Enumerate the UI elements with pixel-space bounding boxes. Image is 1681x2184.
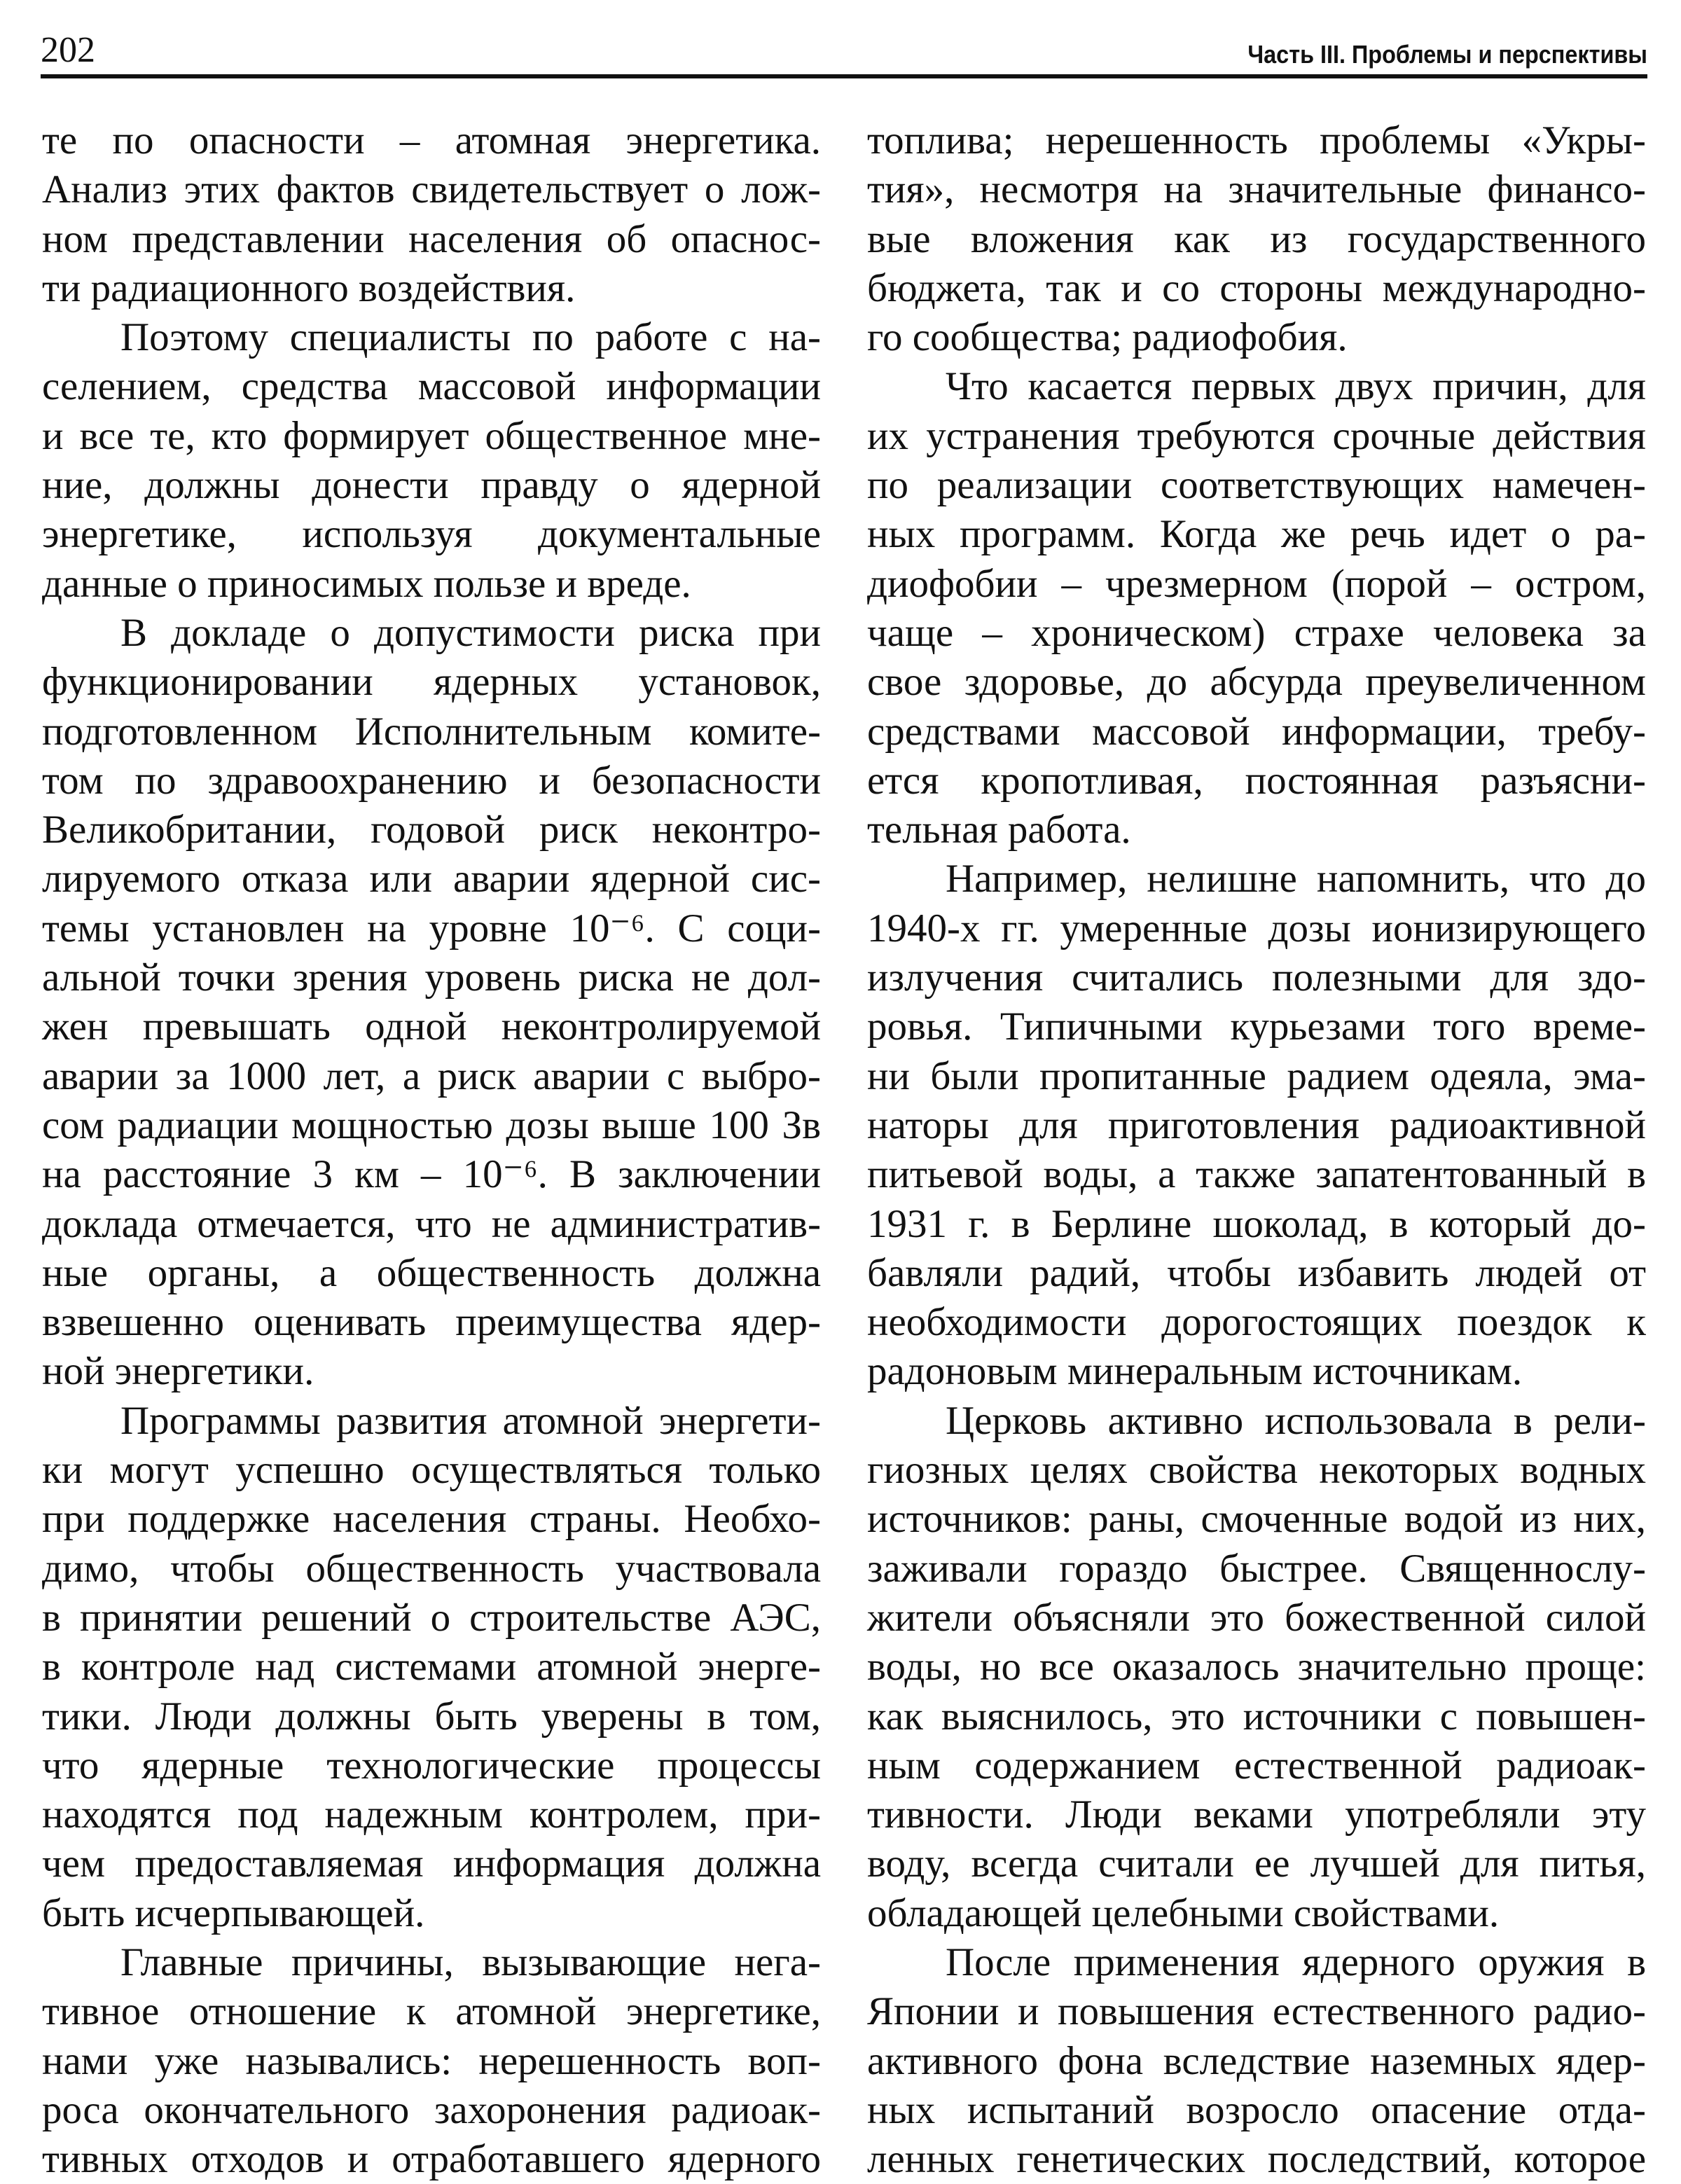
page-number: 202 <box>41 30 95 70</box>
paragraph-first-line: Церковь активно использовала в рели- <box>946 1398 1646 1443</box>
paragraph-first-line: После применения ядерного оружия в <box>946 1940 1646 1984</box>
text-line: излучения считались полезными для здо- <box>867 955 1646 1000</box>
text-line: ные органы, а общественность должна <box>42 1250 821 1295</box>
text-line: аварии за 1000 лет, а риск аварии с выбро- <box>42 1053 821 1098</box>
text-line: как выяснилось, это источники с повышен- <box>867 1694 1646 1739</box>
paragraph-first-line: Например, нелишне напомнить, что до <box>946 857 1646 901</box>
text-line: обладающей целебными свойствами. <box>867 1891 1500 1935</box>
text-line: питьевой воды, а также запатентованный в <box>867 1152 1646 1197</box>
text-line: том по здравоохранению и безопасности <box>42 758 821 803</box>
text-line: Великобритании, годовой риск неконтро- <box>42 808 821 852</box>
text-line: воду, всегда считали ее лучшей для питья, <box>867 1841 1646 1886</box>
text-line: что ядерные технологические процессы <box>42 1743 821 1788</box>
text-line: лируемого отказа или аварии ядерной сис- <box>42 857 821 901</box>
text-line: селением, средства массовой информации <box>42 364 821 409</box>
text-line: их устранения требуются срочные действия <box>867 413 1646 458</box>
text-line: находятся под надежным контролем, при- <box>42 1792 821 1837</box>
text-line: го сообщества; радиофобия. <box>867 315 1348 360</box>
text-line: в контроле над системами атомной энерге- <box>42 1645 821 1689</box>
text-line: топлива; нерешенность проблемы «Укры- <box>867 118 1646 163</box>
text-line: быть исчерпывающей. <box>42 1891 425 1935</box>
text-line: ние, должны донести правду о ядерной <box>42 463 821 508</box>
text-line: доклада отмечается, что не административ- <box>42 1201 821 1246</box>
text-column-right <box>867 116 1646 2184</box>
text-line: тельная работа. <box>867 808 1131 852</box>
text-line: в принятии решений о строительстве АЭС, <box>42 1595 821 1640</box>
text-line: подготовленном Исполнительным комите- <box>42 709 821 754</box>
paragraph-first-line: Программы развития атомной энергети- <box>120 1398 821 1443</box>
text-line: данные о приносимых пользе и вреде. <box>42 561 691 606</box>
text-line: ровья. Типичными курьезами того време- <box>867 1004 1646 1049</box>
text-line: заживали гораздо быстрее. Священнослу- <box>867 1546 1646 1591</box>
text-line: нами уже назывались: нерешенность воп- <box>42 2038 821 2083</box>
text-line: ным содержанием естественной радиоак- <box>867 1743 1646 1788</box>
text-line: сом радиации мощностью дозы выше 100 Зв <box>42 1103 821 1147</box>
text-line: взвешенно оценивать преимущества ядер- <box>42 1300 821 1345</box>
text-line: свое здоровье, до абсурда преувеличенном <box>867 660 1646 705</box>
text-line: тия», несмотря на значительные финансо- <box>867 167 1646 212</box>
text-line: ной энергетики. <box>42 1349 314 1394</box>
text-line: жен превышать одной неконтролируемой <box>42 1004 821 1049</box>
paragraph-first-line: В докладе о допустимости риска при <box>120 610 821 655</box>
text-line: активного фона вследствие наземных ядер- <box>867 2038 1646 2083</box>
text-line: 1940-х гг. умеренные дозы ионизирующего <box>867 906 1646 951</box>
text-line: Анализ этих фактов свидетельствует о лож- <box>42 167 821 212</box>
text-line: функционировании ядерных установок, <box>42 660 821 705</box>
text-line: альной точки зрения уровень риска не дол- <box>42 955 821 1000</box>
text-line: тики. Люди должны быть уверены в том, <box>42 1694 821 1739</box>
text-line: необходимости дорогостоящих поездок к <box>867 1300 1646 1345</box>
text-line: и все те, кто формирует общественное мне- <box>42 413 821 458</box>
text-line: энергетике, используя документальные <box>42 512 821 557</box>
text-line: тивное отношение к атомной энергетике, <box>42 1989 821 2034</box>
text-line: те по опасности – атомная энергетика. <box>42 118 821 163</box>
text-line: 1931 г. в Берлине шоколад, в который до- <box>867 1201 1646 1246</box>
text-line: на расстояние 3 км – 10⁻⁶. В заключении <box>42 1152 821 1197</box>
text-line: радоновым минеральным источникам. <box>867 1349 1523 1394</box>
running-head: Часть III. Проблемы и перспективы <box>1247 40 1647 69</box>
text-line: тивных отходов и отработавшего ядерного <box>42 2137 821 2182</box>
text-line: тивности. Люди веками употребляли эту <box>867 1792 1646 1837</box>
text-line: бавляли радий, чтобы избавить людей от <box>867 1250 1646 1295</box>
text-line: диофобии – чрезмерном (порой – остром, <box>867 561 1646 606</box>
text-line: при поддержке населения страны. Необхо- <box>42 1497 821 1542</box>
text-line: вые вложения как из государственного <box>867 216 1646 261</box>
text-line: средствами массовой информации, требу- <box>867 709 1646 754</box>
text-line: источников: раны, смоченные водой из них, <box>867 1497 1646 1542</box>
text-line: ных программ. Когда же речь идет о ра- <box>867 512 1646 557</box>
text-line: ни были пропитанные радием одеяла, эма- <box>867 1053 1646 1098</box>
paragraph-first-line: Поэтому специалисты по работе с на- <box>120 315 821 360</box>
text-line: жители объясняли это божественной силой <box>867 1595 1646 1640</box>
text-line: роса окончательного захоронения радиоак- <box>42 2087 821 2132</box>
text-line: ется кропотливая, постоянная разъясни- <box>867 758 1646 803</box>
paragraph-first-line: Главные причины, вызывающие нега- <box>120 1940 821 1984</box>
text-line: по реализации соответствующих намечен- <box>867 463 1646 508</box>
text-line: бюджета, так и со стороны международно- <box>867 265 1646 310</box>
text-line: воды, но все оказалось значительно проще: <box>867 1645 1646 1689</box>
text-line: Японии и повышения естественного радио- <box>867 1989 1646 2034</box>
text-line: димо, чтобы общественность участвовала <box>42 1546 821 1591</box>
text-line: ки могут успешно осуществляться только <box>42 1448 821 1493</box>
text-line: чем предоставляемая информация должна <box>42 1841 821 1886</box>
text-line: темы установлен на уровне 10⁻⁶. С соци- <box>42 906 821 951</box>
text-line: ном представлении населения об опаснос- <box>42 216 821 261</box>
text-line: гиозных целях свойства некоторых водных <box>867 1448 1646 1493</box>
text-line: чаще – хроническом) страхе человека за <box>867 610 1646 655</box>
text-column-left <box>42 116 821 2184</box>
text-line: ти радиационного воздействия. <box>42 265 576 310</box>
text-line: ленных генетических последствий, которое <box>867 2137 1646 2182</box>
text-line: наторы для приготовления радиоактивной <box>867 1103 1646 1147</box>
text-line: ных испытаний возросло опасение отда- <box>867 2087 1646 2132</box>
paragraph-first-line: Что касается первых двух причин, для <box>946 364 1646 409</box>
page-header <box>41 28 1647 78</box>
